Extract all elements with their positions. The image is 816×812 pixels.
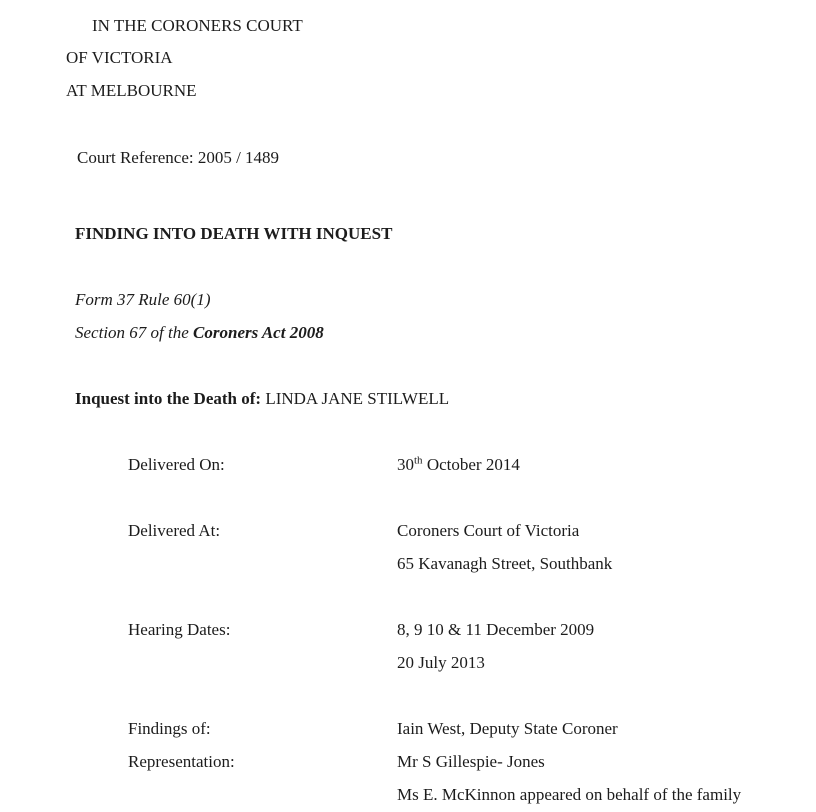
representation-label: Representation:	[128, 752, 235, 771]
deceased-name: LINDA JANE STILWELL	[265, 389, 450, 408]
inquest-line	[75, 389, 449, 409]
delivered-on-day: 30	[397, 455, 414, 474]
hearing-dates-line-2: 20 July 2013	[397, 653, 485, 672]
hearing-dates-line-1: 8, 9 10 & 11 December 2009	[397, 620, 595, 639]
delivered-on-rest: October 2014	[426, 455, 520, 474]
delivered-at-line-1: Coroners Court of Victoria	[397, 521, 580, 540]
court-header-line-2: OF VICTORIA	[66, 48, 173, 67]
delivered-on-value	[397, 455, 520, 475]
findings-of-value: Iain West, Deputy State Coroner	[397, 719, 618, 738]
court-reference: Court Reference: 2005 / 1489	[77, 148, 280, 167]
delivered-on-day-suffix: th	[414, 454, 423, 467]
findings-of-label: Findings of:	[128, 719, 211, 738]
document-title: FINDING INTO DEATH WITH INQUEST	[75, 224, 393, 243]
hearing-dates-label: Hearing Dates:	[128, 620, 231, 639]
delivered-at-label: Delivered At:	[128, 521, 221, 540]
representation-line-2: Ms E. McKinnon appeared on behalf of the family	[397, 785, 742, 804]
court-header-line-1: IN THE CORONERS COURT	[92, 16, 303, 35]
court-header-line-3: AT MELBOURNE	[66, 81, 197, 100]
inquest-label: Inquest into the Death of:	[75, 389, 262, 408]
form-line: Form 37 Rule 60(1)	[75, 290, 211, 309]
section-prefix: Section 67 of the	[75, 323, 194, 342]
act-name: Coroners Act 2008	[193, 323, 324, 342]
delivered-at-line-2: 65 Kavanagh Street, Southbank	[397, 554, 613, 573]
representation-line-1: Mr S Gillespie- Jones	[397, 752, 545, 771]
section-line	[75, 323, 324, 343]
delivered-on-label: Delivered On:	[128, 455, 225, 474]
